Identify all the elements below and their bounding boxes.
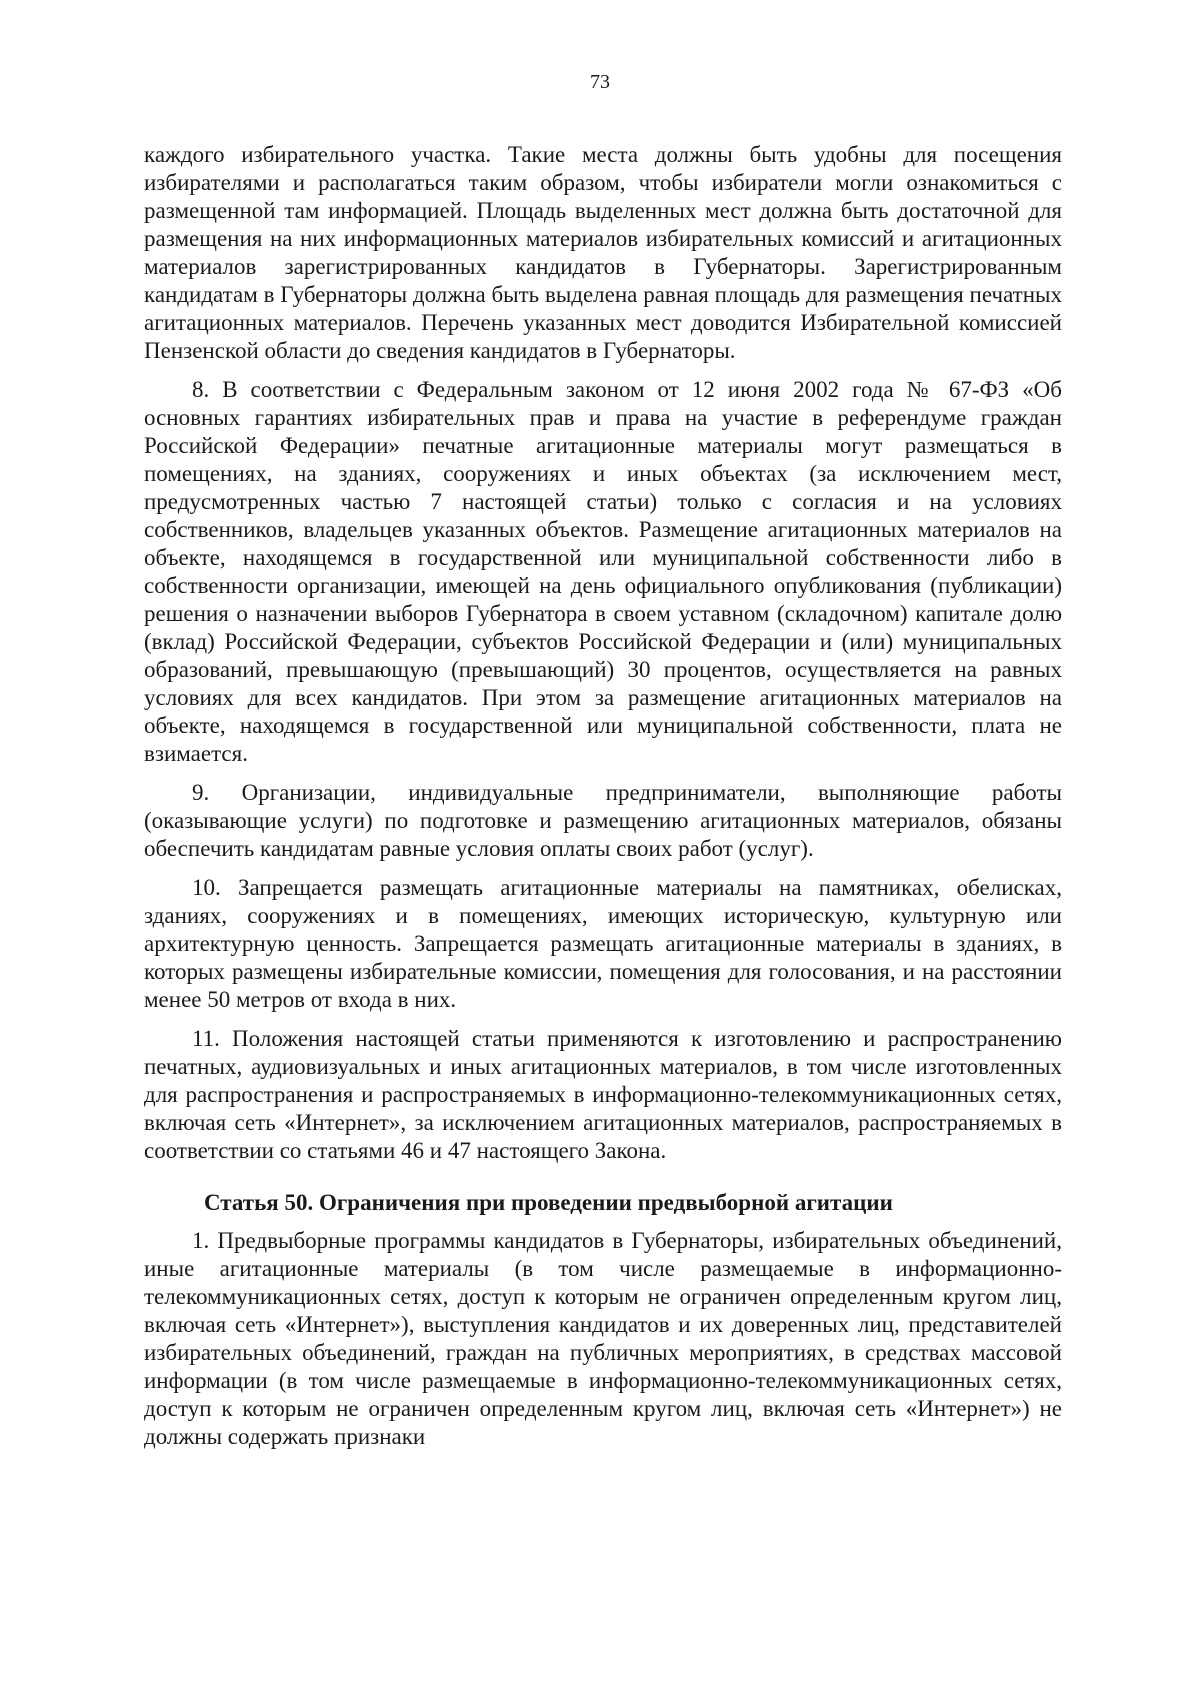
paragraph-continuation: каждого избирательного участка. Такие места должны быть удобны для посещения избирателями и располагаться таким образом, чтобы избиратели могли ознакомиться с размещенной там информацией. Площадь выделенных мест должна быть достаточной для размещения на них информационных материалов избирательных комиссий и агитационных материалов зарегистрированных кандидатов в Губернаторы. Зарегистрированным кандидатам в Губернаторы должна быть выделена равная площадь для размещения печатных агитационных материалов. Перечень указанных мест доводится Избирательной комиссией Пензенской области до сведения кандидатов в Губернаторы. xyxy=(144,142,1062,363)
document-body xyxy=(144,141,1062,1451)
paragraph-item-8: 8. В соответствии с Федеральным законом от 12 июня 2002 года № 67-ФЗ «Об основных гарантиях избирательных прав и права на участие в референдуме граждан Российской Федерации» печатные агитационные материалы могут размещаться в помещениях, на зданиях, сооружениях и иных объектах (за исключением мест, предусмотренных частью 7 настоящей статьи) только с согласия и на условиях собственников, владельцев указанных объектов. Размещение агитационных материалов на объекте, находящемся в государственной или муниципальной собственности либо в собственности организации, имеющей на день официального опубликования (публикации) решения о назначении выборов Губернатора в своем уставном (складочном) капитале долю (вклад) Российской Федерации, субъектов Российской Федерации и (или) муниципальных образований, превышающую (превышающий) 30 процентов, осуществляется на равных условиях для всех кандидатов. При этом за размещение агитационных материалов на объекте, находящемся в государственной или муниципальной собственности, плата не взимается. xyxy=(144,377,1062,766)
page-number: 73 xyxy=(590,71,610,93)
paragraph-item-9: 9. Организации, индивидуальные предприниматели, выполняющие работы (оказывающие услуги) по подготовке и размещению агитационных материалов, обязаны обеспечить кандидатам равные условия оплаты своих работ (услуг). xyxy=(144,780,1062,861)
article-heading: Статья 50. Ограничения при проведении предвыборной агитации xyxy=(204,1190,893,1215)
paragraph-item-10: 10. Запрещается размещать агитационные материалы на памятниках, обелисках, зданиях, сооружениях и в помещениях, имеющих историческую, культурную или архитектурную ценность. Запрещается размещать агитационные материалы в зданиях, в которых размещены избирательные комиссии, помещения для голосования, и на расстоянии менее 50 метров от входа в них. xyxy=(144,875,1062,1012)
paragraph-article50-item-1: 1. Предвыборные программы кандидатов в Губернаторы, избирательных объединений, иные агитационные материалы (в том числе размещаемые в информационно-телекоммуникационных сетях, доступ к которым не ограничен определенным кругом лиц, включая сеть «Интернет»), выступления кандидатов и их доверенных лиц, представителей избирательных объединений, граждан на публичных мероприятиях, в средствах массовой информации (в том числе размещаемые в информационно-телекоммуникационных сетях, доступ к которым не ограничен определенным кругом лиц, включая сеть «Интернет») не должны содержать признаки xyxy=(144,1228,1062,1449)
paragraph-item-11: 11. Положения настоящей статьи применяются к изготовлению и распространению печатных, аудиовизуальных и иных агитационных материалов, в том числе изготовленных для распространения и распространяемых в информационно-телекоммуникационных сетях, включая сеть «Интернет», за исключением агитационных материалов, распространяемых в соответствии со статьями 46 и 47 настоящего Закона. xyxy=(144,1026,1062,1163)
